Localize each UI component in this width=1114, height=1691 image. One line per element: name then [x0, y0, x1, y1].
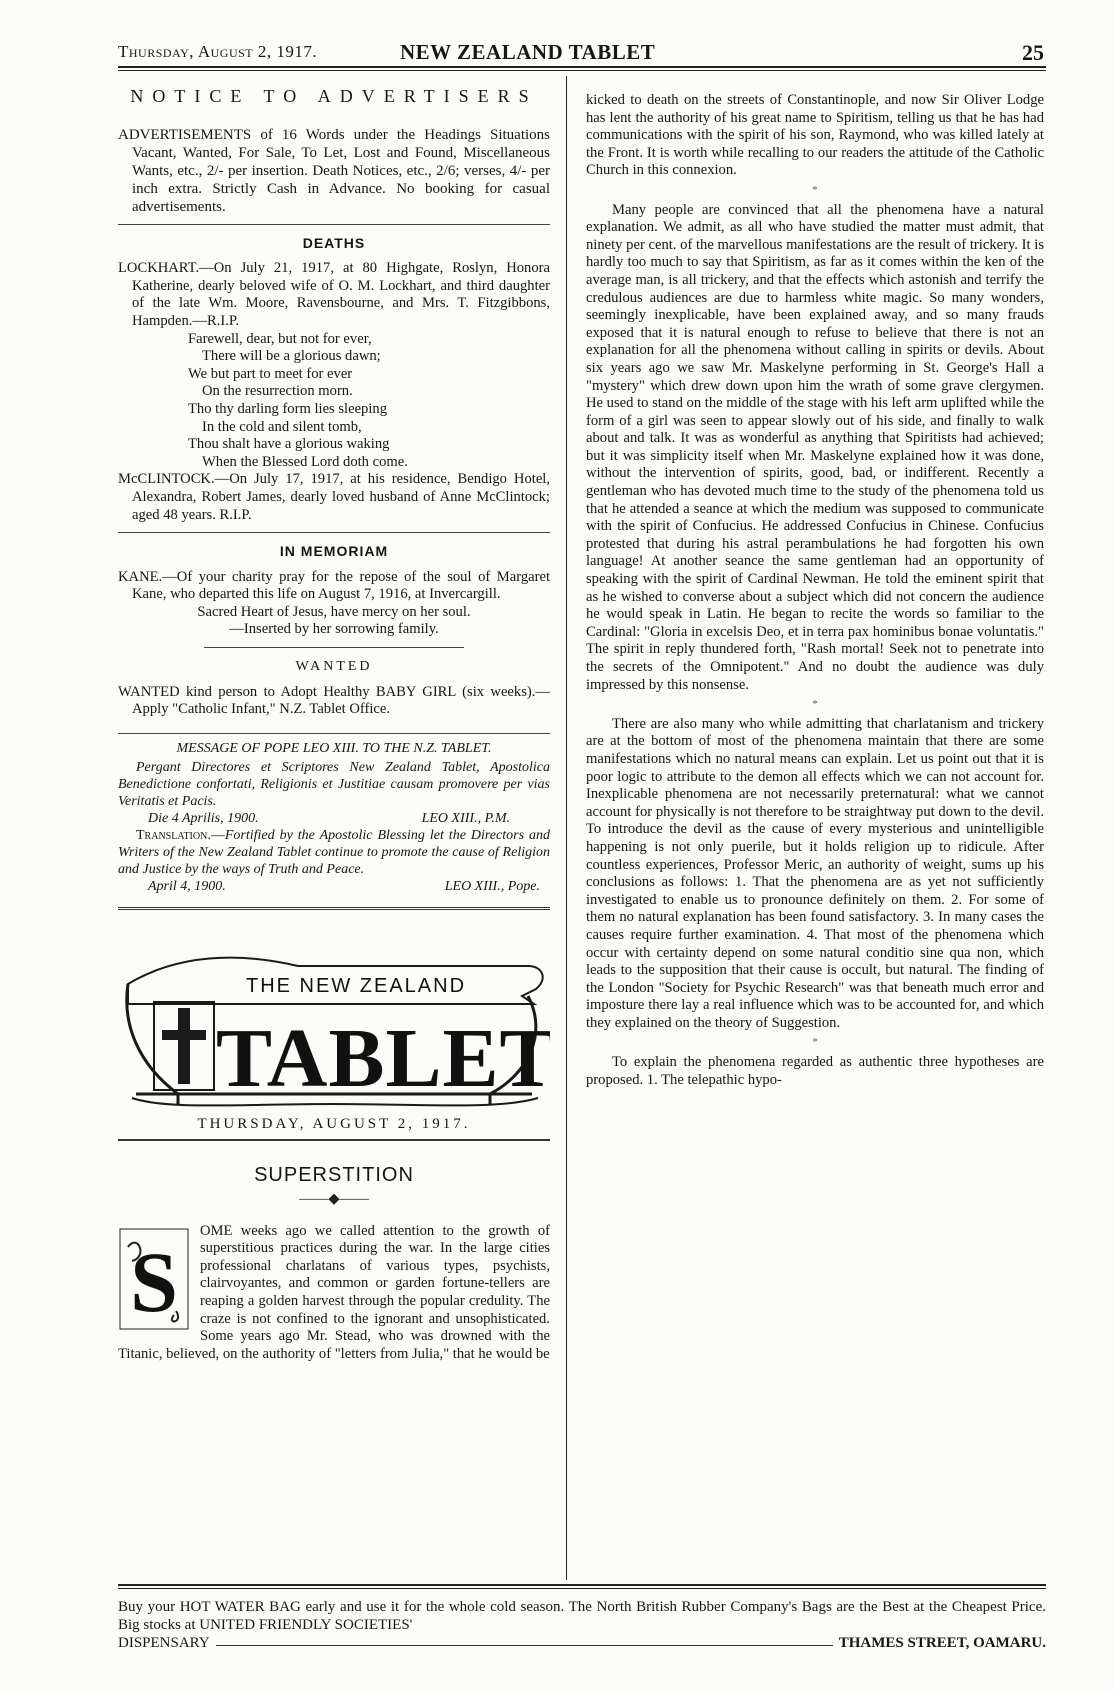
- memoriam-prayer: Sacred Heart of Jesus, have mercy on her soul.: [197, 603, 471, 620]
- article-paragraph: OME weeks ago we called attention to the growth of superstitious practices during the war. In the large cities professional charlatans of various types, psychists, clairvoyantes, and common or garden fortune-tellers are reaping a golden harvest through the popular credulity. The craze is not confined to the ignorant and unsophisticated. Some years ago Mr. Stead, who was drowned with the Titanic, believed, on the authority of "letters from Julia," that he would be: [118, 1222, 550, 1362]
- message-latin-signature: LEO XIII., P.M.: [421, 810, 510, 826]
- article-paragraph: To explain the phenomena regarded as authentic three hypotheses are proposed. 1. The telepathic hypo-: [586, 1054, 1044, 1088]
- message-latin-date: Die 4 Aprilis, 1900.: [148, 810, 259, 826]
- header-rule: [118, 66, 1046, 68]
- memoriam-heading: IN MEMORIAM: [279, 543, 389, 560]
- verse-line: When the Blessed Lord doth come.: [202, 453, 408, 470]
- footer-advertisement: [118, 1598, 1046, 1652]
- wanted-body: WANTED kind person to Adopt Healthy BABY GIRL (six weeks).—Apply "Catholic Infant," N.Z. Tablet Office.: [118, 683, 550, 718]
- divider: [118, 1139, 550, 1141]
- memoriam-inserted: —Inserted by her sorrowing family.: [229, 621, 439, 638]
- message-translation: Fortified by the Apostolic Blessing let the Directors and Writers of the New Zealand Tablet continue to promote the cause of Religion and Justice by the ways of Truth and Peace.: [118, 827, 550, 877]
- masthead-date: THURSDAY, AUGUST 2, 1917.: [197, 1115, 471, 1132]
- wanted-heading: WANTED: [295, 659, 373, 675]
- notice-body: ADVERTISEMENTS of 16 Words under the Headings Situations Vacant, Wanted, For Sale, To Let, Lost and Found, Miscellaneous Wants, etc., 2/- per insertion. Death Notices, etc., 2/6; verses, 4/- per inch extra. Strictly Cash in Advance. No booking for casual advertisements.: [118, 126, 550, 215]
- footer-ad-row: [118, 1634, 1046, 1652]
- message-translation-signature: LEO XIII., Pope.: [444, 878, 540, 894]
- dropcap-letter: S: [130, 1233, 178, 1330]
- cross-icon: [162, 1008, 206, 1084]
- memoriam-kane: KANE.—Of your charity pray for the repose of the soul of Margaret Kane, who departed this life on August 7, 1916, at Invercargill.: [118, 568, 550, 603]
- deaths-heading: DEATHS: [302, 234, 366, 251]
- title-ornament: ——◆——: [299, 1191, 369, 1208]
- masthead-main-text: TABLET: [216, 1011, 550, 1105]
- header-title: NEW ZEALAND TABLET: [400, 40, 656, 64]
- divider: [204, 647, 463, 648]
- header-rule-thin: [118, 70, 1046, 71]
- page-number: 25: [1022, 40, 1044, 65]
- message-latin-signature-row: [118, 810, 550, 827]
- memorial-verse: [118, 331, 550, 472]
- footer-rule-thin: [118, 1588, 1046, 1589]
- divider: [118, 907, 550, 910]
- verse-line: Tho thy darling form lies sleeping: [188, 400, 388, 417]
- message-translation-signature-row: [118, 878, 550, 895]
- article-paragraph: There are also many who while admitting that charlatanism and trickery are at the bottom of most of the phenomena maintain that there are some manifestations which no natural means can explain. Let us point out that it is poor logic to attribute to the demon all effects which we can not account for. Inexplicable phenomena are not necessarily preternatural: what we cannot account for physically is not therefore to be straightway put down to the devil. To introduce the devil as the cause of every mysterious and unintelligible happening is not only puerile, but it holds religion up to ridicule. After countless experiences, Professor Meric, an authority of weight, sums up his conclusions as follows: 1. That the phenomena are as yet not sufficiently investigated to enable us to pronounce definitely on them. 2. For some of them no natural explanation has been found satisfactory. 3. In many cases the causes require further examination. 4. That most of the phenomena which occur with certainty depend on some natural conditio sine qua non, which leads to the supposition that their cause is occult, but natural. The finding of the London "Society for Psychic Research" was that beneath much error and imposture there lay a real influence which was to be accounted for, and which they explained on the theory of Suggestion.: [586, 715, 1044, 1031]
- death-notice-mcclintock: McCLINTOCK.—On July 17, 1917, at his residence, Bendigo Hotel, Alexandra, Robert James, dearly loved husband of Anne McClintock; aged 48 years. R.I.P.: [118, 471, 550, 523]
- left-column: [118, 88, 550, 1363]
- article-paragraph: kicked to death on the streets of Constantinople, and now Sir Oliver Lodge has lent the authority of his great name to Spiritism, telling us that he has had communications with the spirit of his son, Raymond, who was killed lately at the Front. It is worth while recalling to our readers the attitude of the Catholic Church in this connexion.: [586, 92, 1044, 179]
- masthead: [118, 944, 550, 1110]
- verse-line: There will be a glorious dawn;: [202, 348, 381, 365]
- section-star: *: [812, 183, 818, 196]
- article-opening: [118, 1223, 550, 1364]
- masthead-banner: [118, 944, 550, 1110]
- divider: [118, 532, 550, 533]
- verse-line: We but part to meet for ever: [188, 365, 353, 382]
- footer-ad-left: DISPENSARY: [118, 1635, 210, 1651]
- footer-leader: [216, 1634, 833, 1646]
- verse-line: Thou shalt have a glorious waking: [188, 436, 390, 453]
- article-title: SUPERSTITION: [254, 1164, 414, 1187]
- footer-ad-text: Buy your HOT WATER BAG early and use it for the whole cold season. The North British Rubber Company's Bags are the Best at the Cheapest Price. Big stocks at UNITED FRIENDLY SOCIETIES': [118, 1599, 1046, 1633]
- verse-line: In the cold and silent tomb,: [202, 418, 362, 435]
- pope-message: [118, 740, 550, 895]
- right-column: [586, 92, 1044, 1089]
- section-star: *: [812, 698, 818, 711]
- message-heading: MESSAGE OF POPE LEO XIII. TO THE N.Z. TABLET.: [176, 740, 492, 756]
- verse-line: On the resurrection morn.: [202, 383, 353, 400]
- message-latin: Pergant Directores et Scriptores New Zealand Tablet, Apostolica Benedictione confortati, Religionis et Justitiae causam promovere per vias Veritatis et Pacis.: [118, 759, 550, 809]
- section-star: *: [812, 1036, 818, 1049]
- masthead-top-text: THE NEW ZEALAND: [246, 974, 467, 997]
- article-paragraph: Many people are convinced that all the phenomena have a natural explanation. We admit, as all who have studied the matter must admit, that ninety per cent. of the marvellous manifestations are the result of trickery. It is hardly too much to say that Spiritism, as far as it comes within the ken of the average man, is all trickery, and that the effects which astonish and terrify the credulous audiences are due to harmless white magic. So many wonders, seemingly inexplicable, have been explained away, and so many frauds exposed that it is natural enough to refuse to believe that there is not an explanation for all the phenomena without calling in spirits or devils. About six years ago we saw Mr. Maskelyne performing in St. George's Hall a "mystery" which drew down upon him the wrath of some grave clergymen. He used to stand on the middle of the stage with his left arm uplifted while the form of a girl was seen to appear slowly out of his side, and finally to walk about and talk. It was as wonderful as anything that Spiritists had achieved; but it was simplicity itself when Mr. Maskelyne explained how it was done, without the intervention of spirits, good, bad, or indifferent. Recently a gentleman who has devoted much time to the study of the phenomena told us that he attended a seance at which the medium was supposed to communicate with the spirit of Confucius. He addressed Confucius in Chinese. Confucius protested that during his astral perambulations he had forgotten his own language! At another seance the same gentleman had an opportunity of speaking with the spirit of Cardinal Newman. He told the eminent spirit that as he wished to converse about a subject which did not concern the audience he would speak in Latin. He began to recite the words so familiar to the Cardinal: "Gloria in excelsis Deo, et in terra pax hominibus bonae voluntatis." The spirit in reply thundered forth, "Rash mortal! Seek not to penetrate into the secrets of the Omnipotent." And no doubt the audience was duly impressed by this nonsense.: [586, 201, 1044, 693]
- verse-line: Farewell, dear, but not for ever,: [188, 330, 372, 347]
- footer-ad-right: THAMES STREET, OAMARU.: [838, 1635, 1046, 1651]
- column-divider: [566, 76, 567, 1580]
- dropcap-ornament: [118, 1227, 190, 1331]
- footer-rule: [118, 1584, 1046, 1586]
- death-notice-lockhart: LOCKHART.—On July 21, 1917, at 80 Highgate, Roslyn, Honora Katherine, dearly beloved wife of O. M. Lockhart, and third daughter of the late Wm. Moore, Ravensbourne, and Mrs. T. Fitzgibbons, Hampden.—R.I.P.: [118, 260, 550, 329]
- header-date: Thursday, August 2, 1917.: [118, 42, 318, 61]
- divider: [118, 733, 550, 734]
- message-translation-date: April 4, 1900.: [148, 878, 226, 894]
- notice-title: NOTICE TO ADVERTISERS: [130, 86, 538, 106]
- translation-label: Translation.—: [136, 827, 225, 843]
- divider: [118, 224, 550, 225]
